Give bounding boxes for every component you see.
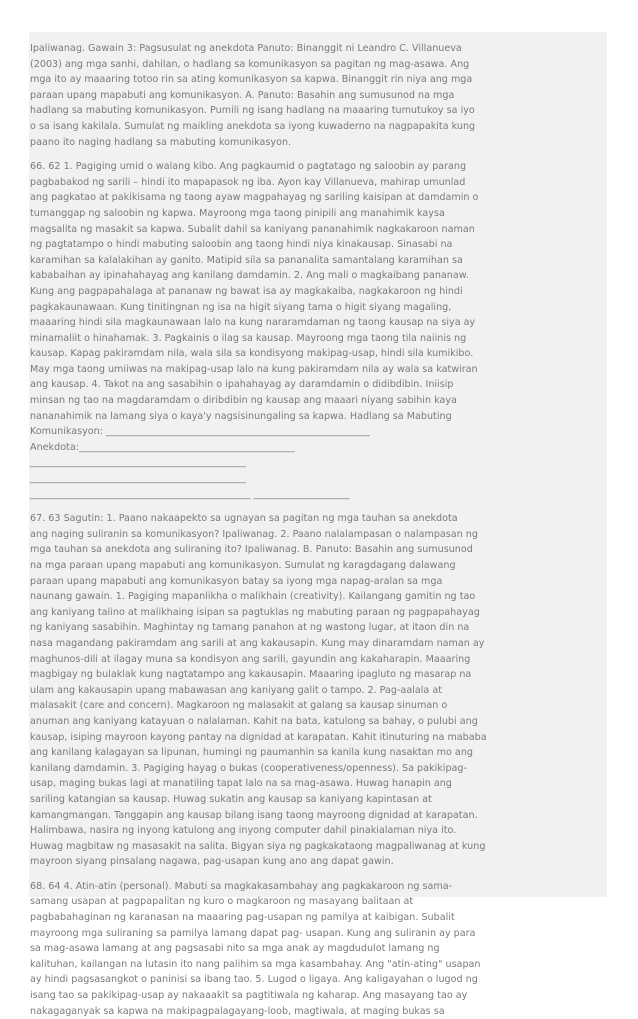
- text-line: sariling katangian sa kausap. Huwag sukatin ang kausap sa kaniyang kapintasan at: [30, 793, 432, 805]
- text-line: na mga paraan upang mapabuti ang komunikasyon. Sumulat ng karagdagang dalawang: [30, 560, 456, 571]
- text-line: 66. 62 1. Pagiging umid o walang kibo. Ang pagkaumid o pagtatago ng saloobin ay parang: [30, 161, 467, 173]
- paragraph: [30, 159, 601, 502]
- text-line: ang kausap. 4. Takot na ang sasabihin o ipahahayag ay daramdamin o didibdibin. Iniisip: [30, 379, 454, 391]
- text-line: ng kaniyang sasabihin. Maghintay ng tamang panahon at ng wastong lugar, at itaon din na: [30, 622, 470, 634]
- text-line: usap, maging bukas lagi at manatiling tapat lalo na sa mag-asawa. Huwag hanapin ang: [30, 778, 452, 790]
- text-line: paraan upang mapabuti ang komunikasyon batay sa iyong mga napag-aralan sa mga: [30, 575, 443, 587]
- text-line: ______________________________________________ ____________________: [30, 488, 350, 500]
- text-line: kababaihan ay ipinahahayag ang kanilang damdamin. 2. Ang mali o magkaibang pananaw.: [30, 270, 469, 282]
- text-line: mayroong mga suliraning sa pamilya lamang dapat pag- usapan. Kung ang suliranin ay para: [30, 927, 476, 939]
- text-line: mga tauhan sa anekdota ang suliraning ito? Ipaliwanag. B. Panuto: Basahin ang sumusunod: [30, 544, 473, 556]
- text-line: pagbabahaginan ng karanasan na maaaring pag-usapan ng pamilya at kaibigan. Subalit: [30, 912, 455, 924]
- text-line: magbigay ng bulaklak kung nagtatampo ang kakausapin. Maaaring ipagluto ng masarap na: [30, 669, 472, 681]
- paragraph: [30, 511, 601, 870]
- paragraph-gap: [30, 150, 601, 159]
- text-line: kamangmangan. Tanggapin ang kausap bilang isang taong mayroong dignidad at karapatan.: [30, 809, 478, 821]
- text-line: hadlang sa mabuting komunikasyon. Pumili ng isang hadlang na maaaring tumutukoy sa iyo: [30, 105, 475, 117]
- text-line: Komunikasyon: _______________________________________________________: [30, 426, 370, 438]
- text-line: ang kaniyang talino at malikhaing isipan sa pagtuklas ng mabuting paraan ng pagpapahayag: [30, 606, 480, 618]
- paragraph-gap: [30, 502, 601, 511]
- text-line: Anekdota:_____________________________________________: [30, 441, 295, 453]
- document-body: [29, 32, 607, 1019]
- document-page: [29, 32, 607, 1017]
- text-line: kanilang damdamin. 3. Pagiging hayag o bukas (cooperativeness/openness). Sa pakikipag-: [30, 762, 467, 774]
- text-line: ay hindi pagsasangkot o paninisi sa ibang tao. 5. Lugod o ligaya. Ang kaligayahan o lugod ng: [30, 974, 478, 986]
- text-line: karamihan sa kalalakihan ay ganito. Matipid sila sa pananalita samantalang karamihan sa: [30, 254, 463, 266]
- text-line: 68. 64 4. Atin-atin (personal). Mabuti sa magkakasambahay ang pagkakaroon ng sama-: [30, 880, 453, 892]
- text-line: paraan upang mapabuti ang komunikasyon. A. Panuto: Basahin ang sumusunod na mga: [30, 89, 455, 101]
- text-line: kalituhan, kailangan na lutasin ito nang palihim sa mga kasambahay. Ang "atin-ating" usapan: [30, 958, 481, 970]
- text-line: Huwag magbitaw ng masasakit na salita. Bigyan siya ng pagkakataong magpaliwanag at kung: [30, 840, 486, 852]
- text-line: 67. 63 Sagutin: 1. Paano nakaapekto sa ugnayan sa pagitan ng mga tauhan sa anekdota: [30, 513, 458, 525]
- text-line: tumanggap ng saloobin ng kapwa. Mayroong mga taong pinipili ang manahimik kaysa: [30, 207, 445, 219]
- paragraph-gap: [30, 870, 601, 879]
- text-line: maaaring hindi sila magkaunawaan lalo na kung nararamdaman ng taong kausap na siya ay: [30, 317, 476, 329]
- text-line: _____________________________________________: [30, 457, 246, 469]
- text-line: o sa isang kakilala. Sumulat ng maikling anekdota sa iyong kuwaderno na nagpapakita kung: [30, 120, 476, 132]
- text-line: ang kanilang kalagayan sa lipunan, humingi ng paumanhin sa kanila kung nasaktan mo ang: [30, 747, 473, 759]
- text-line: ulam ang kakausapin upang mabawasan ang kaniyang galit o tampo. 2. Pag-aalala at: [30, 684, 443, 696]
- text-line: mayroon siyang pinsalang nagawa, pag-usapan kung ano ang dapat gawin.: [30, 856, 394, 868]
- text-line: nakagaganyak sa kapwa na makipagpalagayang-loob, magtiwala, at maging bukas sa: [30, 1005, 445, 1017]
- text-line: isang tao sa pakikipag-usap ay nakaaakit sa pagtitiwala ng kaharap. Ang masayang tao ay: [30, 990, 468, 1002]
- text-line: ng pagtatampo o hindi mabuting saloobin ang taong hindi niya kinakausap. Sinasabi na: [30, 239, 453, 251]
- text-line: ang pagkatao at pakikisama ng taong ayaw magpahayag ng sariling kaisipan at damdamin o: [30, 192, 479, 204]
- text-line: maghunos-dili at ilagay muna sa kondisyon ang sarili, gayundin ang kakaharapin. Maaaring: [30, 653, 471, 665]
- text-line: nananahimik na lamang siya o kaya'y nagsisinungaling sa kapwa. Hadlang sa Mabuting: [30, 410, 452, 422]
- text-line: minamaliit o hinahamak. 3. Pagkainis o ilag sa kausap. Mayroong mga taong tila naiinis ng: [30, 332, 467, 344]
- text-line: samang usapan at pagpapalitan ng kuro o magkaroon ng masayang balitaan at: [30, 896, 414, 908]
- text-line: sa mag-asawa lamang at ang pagsasabi nito sa mga anak ay magdudulot lamang ng: [30, 943, 440, 955]
- text-line: paano ito naging hadlang sa mabuting komunikasyon.: [30, 136, 292, 148]
- text-line: nasa magandang pakiramdam ang sarili at ang kakausapin. Kung may dinaramdam naman ay: [30, 637, 485, 649]
- text-line: kausap. Kapag pakiramdam nila, wala sila sa kondisyong makipag-usap, hindi sila kumikibo.: [30, 348, 474, 360]
- text-line: Ipaliwanag. Gawain 3: Pagsusulat ng anekdota Panuto: Binanggit ni Leandro C. Villanueva: [30, 43, 462, 54]
- text-line: ang naging suliranin sa komunikasyon? Ipaliwanag. 2. Paano nalalampasan o nalampasan ng: [30, 528, 478, 540]
- text-line: pagkakaunawaan. Kung tinitingnan ng isa na higit siyang tama o higit siyang magaling,: [30, 301, 452, 313]
- text-line: kausap, isiping mayroon kayong pantay na dignidad at karapatan. Kahit itinuturing na mababa: [30, 731, 487, 743]
- text-line: magsalita ng masakit sa kapwa. Subalit dahil sa kaniyang pananahimik nagkakaroon naman: [30, 223, 475, 235]
- text-line: _____________________________________________: [30, 473, 246, 485]
- text-line: mga ito ay maaaring totoo rin sa ating komunikasyon sa kapwa. Binanggit rin niya ang mga: [30, 74, 473, 86]
- text-line: minsan ng tao na magdaramdam o diribdibin ng kausap ang maaari niyang sabihin kaya: [30, 395, 457, 407]
- text-line: Kung ang pagpapahalaga at pananaw ng bawat isa ay magkakaiba, nagkakaroon ng hindi: [30, 285, 463, 297]
- text-line: anuman ang kaniyang katayuan o nalalaman. Kahit na bata, katulong sa bahay, o pulubi ang: [30, 715, 478, 727]
- text-line: (2003) ang mga sanhi, dahilan, o hadlang sa komunikasyon sa pagitan ng mag-asawa. Ang: [30, 58, 470, 70]
- paragraph: [30, 879, 601, 1019]
- text-line: Halimbawa, nasira ng inyong katulong ang inyong computer dahil pinakialaman niya ito.: [30, 825, 457, 837]
- text-line: pagbabakod ng sarili – hindi ito mapapasok ng iba. Ayon kay Villanueva, mahirap umunlad: [30, 176, 466, 188]
- text-line: naunang gawain. 1. Pagiging mapanlikha o malikhain (creativity). Kailangang gamitin ng tao: [30, 591, 476, 603]
- paragraph: [30, 41, 601, 150]
- text-line: May mga taong umiiwas na makipag-usap lalo na kung pakiramdam nila ay wala sa katwiran: [30, 363, 478, 375]
- text-line: malasakit (care and concern). Magkaroon ng malasakit at galang sa kausap sinuman o: [30, 700, 448, 712]
